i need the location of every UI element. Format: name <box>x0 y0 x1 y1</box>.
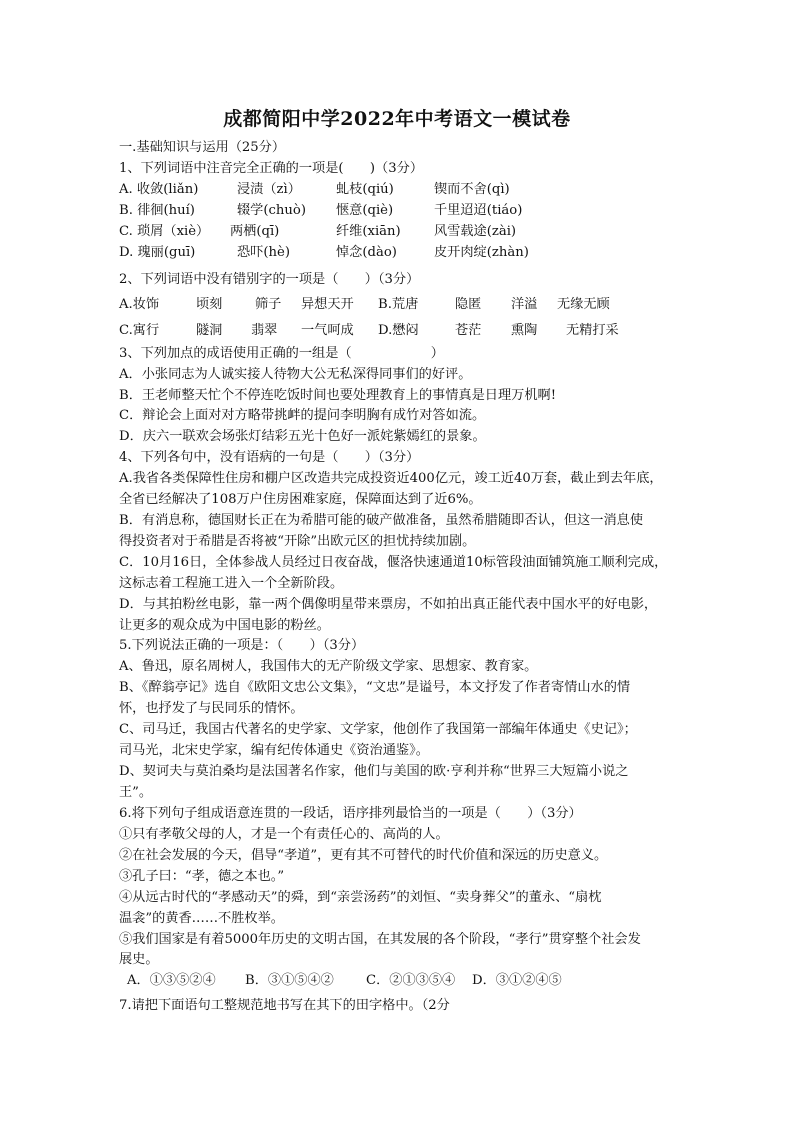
q1-cell: 恐吓(hè) <box>237 245 290 260</box>
q2-cell: 无缘无顾 <box>557 297 610 312</box>
q1-cell: D. 瑰丽(guī) <box>119 245 196 260</box>
q5-text-line: 司马光，北宋史学家，编有纪传体通史《资治通鉴》。 <box>119 743 429 758</box>
q2-cell: 筛子 <box>255 297 282 312</box>
q2-stem: 2、下列词语中没有错别字的一项是（ ）（3分） <box>119 272 420 287</box>
q6-stem: 6.将下列句子组成语意连贯的一段话，语序排列最恰当的一项是（ ）（3分） <box>119 806 582 821</box>
q2-cell: 一气呵成 <box>301 323 354 338</box>
q5-text-line: 王”。 <box>119 785 153 800</box>
q6-sentence: ④从远古时代的“孝感动天”的舜，到“亲尝汤药”的刘恒、“卖身葬父”的董永、“扇枕 <box>119 890 602 905</box>
q2-cell: 熏陶 <box>511 323 538 338</box>
q3-stem: 3、下列加点的成语使用正确的一组是（ ） <box>119 346 444 361</box>
q4-text-line: B．有消息称，德国财长正在为希腊可能的破产做准备，虽然希腊随即否认，但这一消息使 <box>119 513 643 528</box>
q2-cell: 翡翠 <box>251 323 278 338</box>
section-heading: 一.基础知识与运用（25分） <box>119 140 286 155</box>
q1-stem: 1、下列词语中注音完全正确的一项是( )（3分） <box>119 161 424 176</box>
q2-cell: D.懋闷 <box>378 323 419 338</box>
q1-cell: A. 收敛(liǎn) <box>119 182 199 197</box>
q4-text-line: A.我省各类保障性住房和棚户区改造共完成投资近400亿元，竣工近40万套，截止到去年底， <box>119 471 663 486</box>
q2-cell: 洋溢 <box>511 297 538 312</box>
q1-cell: 辍学(chuò) <box>237 203 306 218</box>
q5-text-line: A、鲁迅，原名周树人，我国伟大的无产阶级文学家、思想家、教育家。 <box>119 659 538 674</box>
q4-text-line: C．10月16日，全体参战人员经过日夜奋战，偃洛快速通道10标管段油面铺筑施工顺利完成， <box>119 555 668 570</box>
q5-stem: 5.下列说法正确的一项是：（ ）（3分） <box>119 638 365 653</box>
q2-cell: 异想天开 <box>301 297 354 312</box>
q1-cell: 虬枝(qiú) <box>336 182 394 197</box>
q6-sentence: ②在社会发展的今天，倡导“孝道”，更有其不可替代的时代价值和深远的历史意义。 <box>119 848 608 863</box>
q1-cell: C. 琐屑（xiè） <box>119 224 210 239</box>
q1-cell: 惬意(qiè) <box>336 203 394 218</box>
q4-text-line: D．与其拍粉丝电影，靠一两个偶像明星带来票房，不如拍出真正能代表中国水平的好电影， <box>119 597 658 612</box>
q4-text-line: 这标志着工程施工进入一个全新阶段。 <box>119 576 344 591</box>
q1-cell: 风雪载途(zài) <box>434 224 517 239</box>
q3-option: B．王老师整天忙个不停连吃饭时间也要处理教育上的事情真是日理万机啊! <box>119 388 556 403</box>
q1-cell: 浸渍（zì） <box>237 182 301 197</box>
q1-cell: 千里迢迢(tiáo) <box>434 203 523 218</box>
q1-cell: 两栖(qī) <box>230 224 280 239</box>
q7-stem: 7.请把下面语句工整规范地书写在其下的田字格中。（2分 <box>119 998 450 1013</box>
q1-cell: B. 徘徊(huí) <box>119 203 195 218</box>
q5-text-line: C、司马迁，我国古代著名的史学家、文学家，他创作了我国第一部编年体通史《史记》； <box>119 722 637 737</box>
q6-sentence: ③孔子曰：“孝，德之本也。” <box>119 869 285 884</box>
q2-cell: 顷刻 <box>196 297 223 312</box>
q2-cell: C.寓行 <box>119 323 160 338</box>
q1-cell: 纤维(xiān) <box>336 224 401 239</box>
q6-option: D．③①②④⑤ <box>472 973 562 988</box>
q1-cell: 悼念(dào) <box>336 245 397 260</box>
q6-sentence: ⑤我们国家是有着5000年历史的文明古国，在其发展的各个阶段，“孝行”贯穿整个社会发 <box>119 932 641 947</box>
q4-text-line: 全省已经解决了108万户住房困难家庭，保障面达到了近6%。 <box>119 492 482 507</box>
q4-text-line: 得投资者对于希腊是否将被“开除”出欧元区的担忧持续加剧。 <box>119 534 476 549</box>
q6-option: C．②①③⑤④ <box>366 973 456 988</box>
page-title: 成都简阳中学2022年中考语文一模试卷 <box>223 108 571 130</box>
q6-option: B．③①⑤④② <box>245 973 334 988</box>
q3-option: D．庆六一联欢会场张灯结彩五光十色好一派姹紫嫣红的景象。 <box>119 429 486 444</box>
q2-cell: 苍茫 <box>455 323 482 338</box>
q1-cell: 皮开肉绽(zhàn) <box>434 245 529 260</box>
q2-cell: 隧洞 <box>196 323 223 338</box>
q3-option: A．小张同志为人诚实接人待物大公无私深得同事们的好评。 <box>119 367 472 382</box>
q4-stem: 4、下列各句中，没有语病的一句是（ ）（3分） <box>119 450 420 465</box>
q5-text-line: D、契诃夫与莫泊桑均是法国著名作家，他们与美国的欧·亨利并称“世界三大短篇小说之 <box>119 764 629 779</box>
q2-cell: B.荒唐 <box>378 297 419 312</box>
q5-text-line: 怀，也抒发了与民同乐的情怀。 <box>119 701 304 716</box>
q5-text-line: B、《醉翁亭记》选自《欧阳文忠公文集》，“文忠”是谥号，本文抒发了作者寄情山水的情 <box>119 680 631 695</box>
q6-option: A．①③⑤②④ <box>127 973 216 988</box>
q1-cell: 锲而不舍(qì) <box>434 182 510 197</box>
q4-text-line: 让更多的观众成为中国电影的粉丝。 <box>119 618 330 633</box>
q6-sentence: ①只有孝敬父母的人，才是一个有责任心的、高尚的人。 <box>119 827 449 842</box>
q3-option: C．辩论会上面对对方略带挑衅的提问李明胸有成竹对答如流。 <box>119 408 486 423</box>
q2-cell: 隐匿 <box>455 297 482 312</box>
q2-cell: A.妆饰 <box>119 297 160 312</box>
q6-sentence: 展史。 <box>119 952 159 967</box>
q2-cell: 无精打采 <box>566 323 619 338</box>
q6-sentence: 温衾”的黄香……不胜枚举。 <box>119 911 284 926</box>
